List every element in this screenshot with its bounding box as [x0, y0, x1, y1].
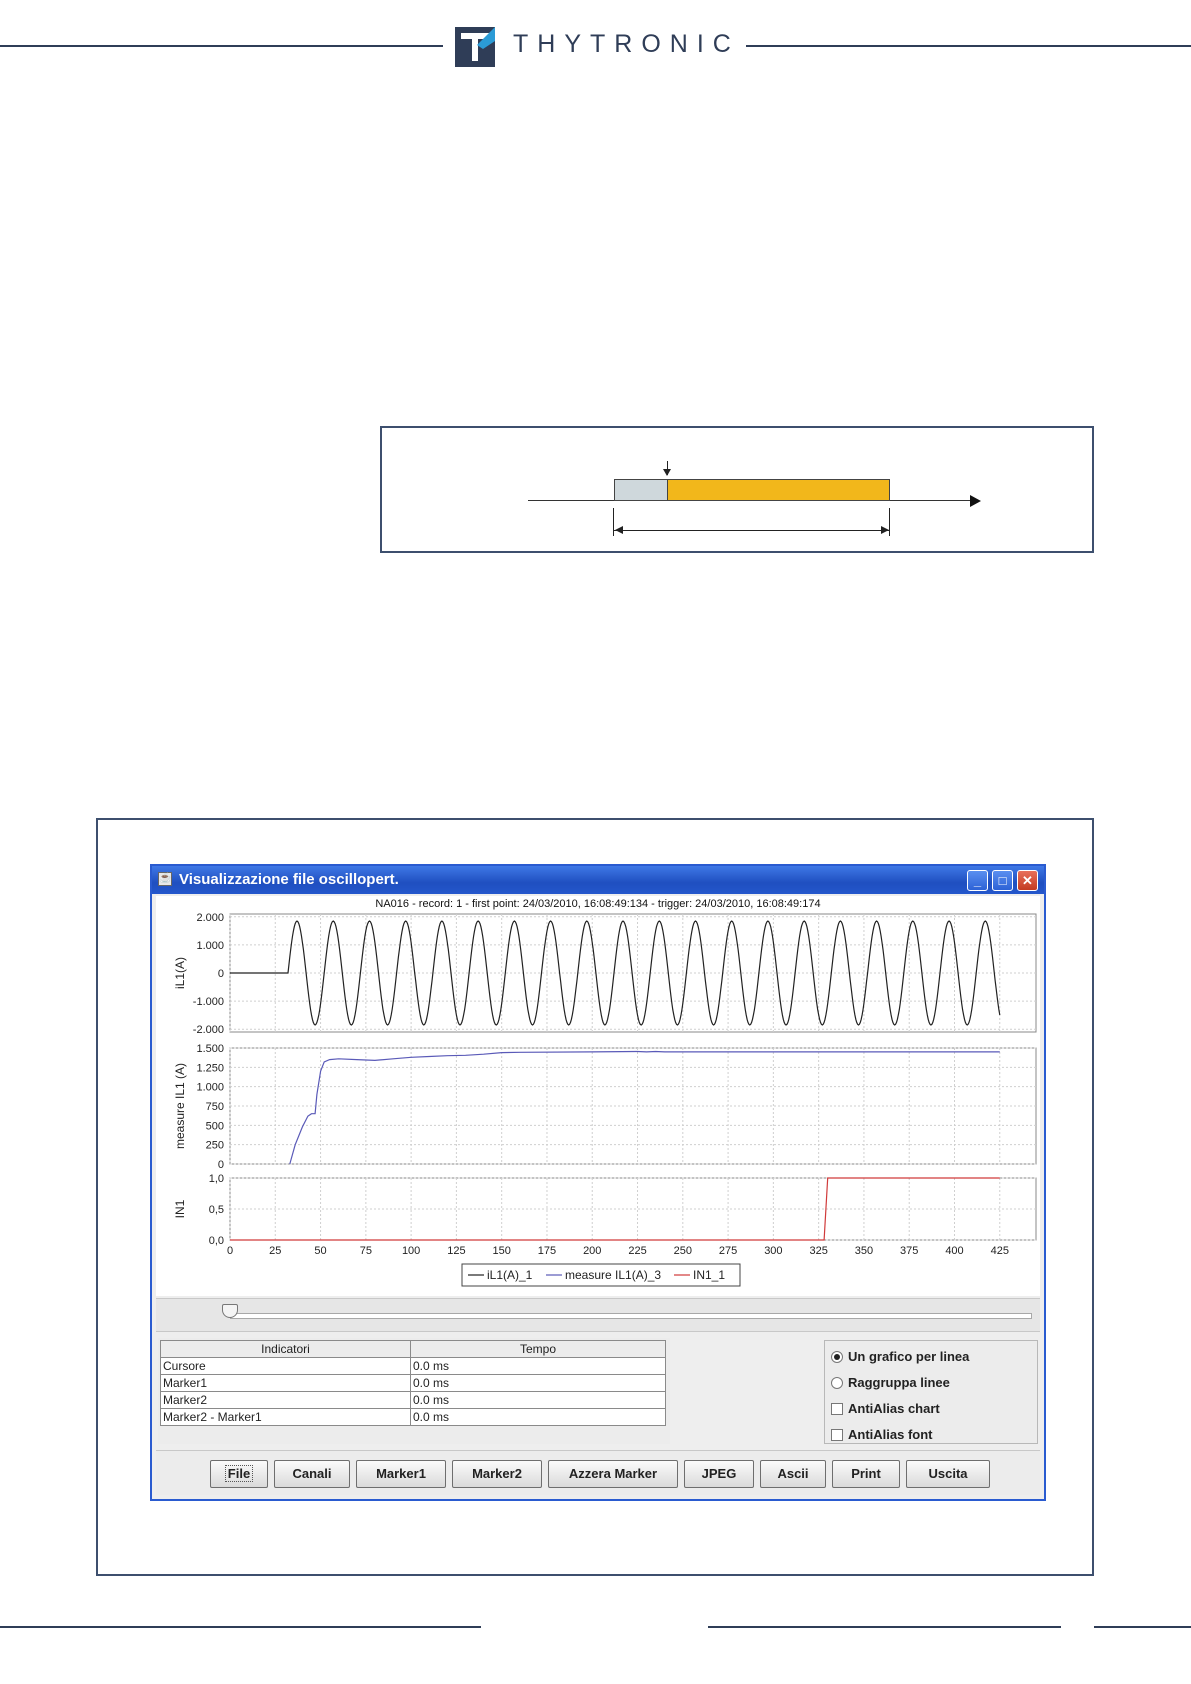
x-tick-label: 200 — [583, 1245, 602, 1257]
header-rule-left — [0, 45, 443, 47]
y-tick-label: 500 — [205, 1120, 224, 1133]
duration-arrow-right-icon — [881, 526, 889, 534]
time-axis-arrow-icon — [970, 495, 981, 507]
x-tick-label: 25 — [269, 1245, 282, 1257]
indicator-time: 0.0 ms — [411, 1392, 666, 1409]
x-tick-label: 250 — [673, 1245, 692, 1257]
indicator-name: Cursore — [161, 1358, 411, 1375]
thytronic-logo — [455, 27, 495, 67]
x-tick-label: 175 — [537, 1245, 557, 1257]
trigger-arrow-icon — [663, 469, 671, 476]
y-tick-label: 0,5 — [208, 1204, 224, 1216]
indicator-name: Marker2 - Marker1 — [161, 1409, 411, 1426]
y-tick-label: 2.000 — [196, 911, 224, 924]
legend-label: measure IL1(A)_3 — [565, 1268, 662, 1282]
window-title: Visualizzazione file oscillopert. — [179, 871, 399, 888]
brand-name: THYTRONIC — [513, 30, 740, 58]
x-tick-label: 100 — [401, 1245, 421, 1257]
window-titlebar[interactable] — [152, 866, 1044, 894]
duration-tick-left — [613, 508, 614, 536]
y-tick-label: 1.000 — [196, 939, 224, 952]
table-row[interactable] — [161, 1358, 666, 1375]
duration-dimension-line — [614, 530, 890, 531]
y-tick-label: 0 — [217, 968, 224, 980]
reset-markers-button[interactable]: Azzera Marker — [548, 1460, 678, 1488]
jpeg-button[interactable]: JPEG — [684, 1460, 754, 1488]
exit-button[interactable]: Uscita — [906, 1460, 990, 1488]
radio-selected-icon — [831, 1351, 843, 1363]
x-tick-label: 300 — [764, 1245, 783, 1257]
y-tick-label: 750 — [205, 1101, 224, 1113]
header-rule-right — [746, 45, 1191, 47]
y-tick-label: -1.000 — [192, 996, 224, 1009]
indicator-time: 0.0 ms — [411, 1409, 666, 1426]
legend-label: IN1_1 — [693, 1268, 726, 1282]
ascii-button[interactable]: Ascii — [760, 1460, 826, 1488]
x-tick-label: 400 — [945, 1245, 964, 1257]
y-tick-label: 1.000 — [196, 1081, 224, 1094]
marker2-button[interactable]: Marker2 — [452, 1460, 542, 1488]
cursor-slider-bar — [156, 1298, 1040, 1332]
file-button[interactable]: File — [210, 1460, 268, 1488]
y-tick-label: 1,0 — [208, 1173, 224, 1185]
indicator-time: 0.0 ms — [411, 1358, 666, 1375]
table-row[interactable] — [161, 1392, 666, 1409]
indicators-header: Indicatori — [161, 1341, 411, 1358]
y-tick-label: 0,0 — [208, 1235, 224, 1247]
x-tick-label: 225 — [628, 1245, 647, 1257]
x-tick-label: 0 — [226, 1245, 234, 1257]
checkbox-icon — [831, 1403, 843, 1415]
button-bar — [156, 1450, 1040, 1495]
maximize-icon[interactable]: □ — [992, 870, 1013, 891]
oscillography-window — [150, 864, 1046, 1501]
cursor-slider-track[interactable] — [230, 1313, 1032, 1319]
duration-arrow-left-icon — [615, 526, 623, 534]
close-icon[interactable]: ✕ — [1017, 870, 1038, 891]
y-axis-label: measure IL1 (A) — [173, 1062, 187, 1150]
legend-label: iL1(A)_1 — [487, 1268, 533, 1282]
x-tick-label: 125 — [447, 1245, 466, 1257]
y-tick-label: -2.000 — [192, 1024, 224, 1037]
footer-rule-right — [1094, 1626, 1191, 1628]
y-axis-label: iL1(A) — [173, 956, 187, 990]
table-row[interactable] — [161, 1375, 666, 1392]
display-options-panel — [824, 1340, 1038, 1444]
indicator-time: 0.0 ms — [411, 1375, 666, 1392]
checkbox-antialias-font[interactable] — [831, 1427, 933, 1442]
x-tick-label: 350 — [854, 1245, 874, 1257]
java-app-icon: ☕ — [159, 873, 172, 884]
radio-unselected-icon — [831, 1377, 843, 1389]
footer-rule-middle — [708, 1626, 1061, 1628]
duration-tick-right — [889, 508, 890, 536]
post-trigger-segment — [668, 479, 890, 501]
indicator-name: Marker1 — [161, 1375, 411, 1392]
x-tick-label: 75 — [359, 1245, 372, 1257]
checkbox-antialias-chart[interactable] — [831, 1401, 940, 1416]
y-tick-label: 1.500 — [196, 1043, 224, 1055]
y-tick-label: 1.250 — [196, 1062, 224, 1075]
oscillography-chart — [156, 896, 1040, 1296]
x-tick-label: 50 — [314, 1245, 327, 1257]
table-row[interactable] — [161, 1409, 666, 1426]
x-tick-label: 425 — [990, 1245, 1009, 1257]
time-header: Tempo — [411, 1341, 666, 1358]
checkbox-icon — [831, 1429, 843, 1441]
y-axis-label: IN1 — [173, 1199, 187, 1219]
radio-group-lines[interactable] — [831, 1375, 950, 1390]
x-tick-label: 375 — [900, 1245, 919, 1257]
y-tick-label: 250 — [205, 1139, 224, 1152]
print-button[interactable]: Print — [832, 1460, 900, 1488]
footer-rule-left — [0, 1626, 481, 1628]
chart-area — [156, 896, 1040, 1296]
chart-title: NA016 - record: 1 - first point: 24/03/2010, 16:08:49:134 - trigger: 24/03/2010, 16:08:49:174 — [375, 898, 821, 910]
y-tick-label: 0 — [217, 1159, 224, 1171]
checkbox-label: AntiAlias chart — [848, 1401, 940, 1416]
x-tick-label: 150 — [492, 1245, 511, 1257]
radio-one-chart-per-line[interactable] — [831, 1349, 969, 1364]
x-tick-label: 325 — [809, 1245, 828, 1257]
indicator-name: Marker2 — [161, 1392, 411, 1409]
indicators-table — [160, 1340, 666, 1426]
minimize-icon[interactable]: _ — [967, 870, 988, 891]
radio-label: Raggruppa linee — [848, 1375, 950, 1390]
checkbox-label: AntiAlias font — [848, 1427, 933, 1442]
marker1-button[interactable]: Marker1 — [356, 1460, 446, 1488]
pre-trigger-segment — [614, 479, 668, 501]
x-tick-label: 275 — [718, 1245, 738, 1257]
radio-label: Un grafico per linea — [848, 1349, 970, 1364]
channels-button[interactable]: Canali — [274, 1460, 350, 1488]
